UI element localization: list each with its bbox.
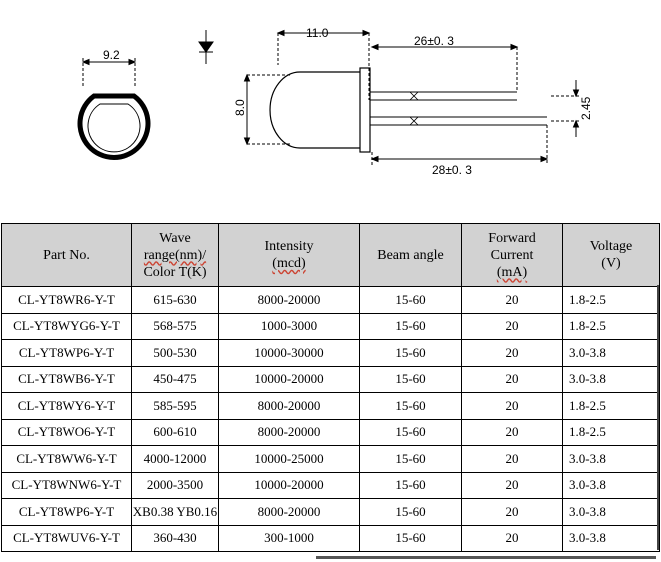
cell-wave: 585-595: [132, 393, 219, 420]
cell-beam-angle: 15-60: [360, 393, 462, 420]
table-row: [2, 472, 660, 499]
cell-part-no: CL-YT8WR6-Y-T: [2, 287, 132, 314]
cell-voltage: 3.0-3.8: [563, 499, 660, 526]
cell-wave: 2000-3500: [132, 472, 219, 499]
header-intensity: Intensity (mcd): [219, 224, 360, 287]
table-row: [2, 287, 660, 314]
cell-part-no: CL-YT8WP6-Y-T: [2, 499, 132, 526]
cell-intensity: 10000-30000: [219, 340, 360, 367]
cell-part-no: CL-YT8WO6-Y-T: [2, 419, 132, 446]
table-header-row: [2, 224, 660, 287]
cell-part-no: CL-YT8WB6-Y-T: [2, 366, 132, 393]
cell-beam-angle: 15-60: [360, 446, 462, 473]
cell-intensity: 8000-20000: [219, 393, 360, 420]
cell-voltage: 3.0-3.8: [563, 446, 660, 473]
cell-beam-angle: 15-60: [360, 499, 462, 526]
cell-forward-current: 20: [462, 313, 563, 340]
table-row: [2, 525, 660, 552]
cell-beam-angle: 15-60: [360, 313, 462, 340]
cell-beam-angle: 15-60: [360, 366, 462, 393]
cell-voltage: 3.0-3.8: [563, 525, 660, 552]
cell-intensity: 8000-20000: [219, 287, 360, 314]
cell-part-no: CL-YT8WNW6-Y-T: [2, 472, 132, 499]
cell-voltage: 1.8-2.5: [563, 287, 660, 314]
cell-beam-angle: 15-60: [360, 419, 462, 446]
header-wave: Wave range(nm)/ Color T(K): [132, 224, 219, 287]
dim-lead-top-label: 26±0. 3: [414, 34, 454, 48]
table-row: [2, 419, 660, 446]
cell-wave: 500-530: [132, 340, 219, 367]
cell-wave: 568-575: [132, 313, 219, 340]
led-dimension-drawing: [0, 0, 661, 224]
table-row: [2, 313, 660, 340]
dim-lead-bottom-label: 28±0. 3: [432, 163, 472, 177]
right-border-shadow: [657, 285, 659, 550]
cell-part-no: CL-YT8WW6-Y-T: [2, 446, 132, 473]
cell-wave: 4000-12000: [132, 446, 219, 473]
cell-part-no: CL-YT8WY6-Y-T: [2, 393, 132, 420]
cell-forward-current: 20: [462, 393, 563, 420]
cell-intensity: 300-1000: [219, 525, 360, 552]
table-row: [2, 446, 660, 473]
cell-intensity: 8000-20000: [219, 499, 360, 526]
dim-diameter-label: 9.2: [103, 48, 120, 62]
led-spec-table: [1, 223, 660, 552]
dimension-diagram: [0, 0, 661, 224]
cell-forward-current: 20: [462, 287, 563, 314]
cell-voltage: 1.8-2.5: [563, 313, 660, 340]
cell-beam-angle: 15-60: [360, 287, 462, 314]
cell-intensity: 10000-25000: [219, 446, 360, 473]
table-row: [2, 393, 660, 420]
cell-intensity: 8000-20000: [219, 419, 360, 446]
dim-body-length-label: 11.0: [306, 26, 329, 40]
cell-forward-current: 20: [462, 366, 563, 393]
cell-forward-current: 20: [462, 340, 563, 367]
cell-intensity: 1000-3000: [219, 313, 360, 340]
cell-part-no: CL-YT8WYG6-Y-T: [2, 313, 132, 340]
cell-voltage: 3.0-3.8: [563, 366, 660, 393]
cell-wave: 360-430: [132, 525, 219, 552]
cell-beam-angle: 15-60: [360, 472, 462, 499]
cell-wave: 615-630: [132, 287, 219, 314]
cell-intensity: 10000-20000: [219, 472, 360, 499]
cell-forward-current: 20: [462, 472, 563, 499]
cell-voltage: 3.0-3.8: [563, 472, 660, 499]
cell-forward-current: 20: [462, 525, 563, 552]
cell-forward-current: 20: [462, 419, 563, 446]
cell-part-no: CL-YT8WP6-Y-T: [2, 340, 132, 367]
cell-voltage: 1.8-2.5: [563, 393, 660, 420]
header-beam-angle: Beam angle: [360, 224, 462, 287]
cell-beam-angle: 15-60: [360, 340, 462, 367]
header-voltage: Voltage (V): [563, 224, 660, 287]
bottom-border-shadow: [316, 556, 656, 559]
dim-height-label: 8.0: [233, 99, 247, 116]
table-row: [2, 340, 660, 367]
cell-forward-current: 20: [462, 446, 563, 473]
cell-voltage: 1.8-2.5: [563, 419, 660, 446]
cell-wave: XB0.38 YB0.16: [132, 499, 219, 526]
cell-forward-current: 20: [462, 499, 563, 526]
cell-intensity: 10000-20000: [219, 366, 360, 393]
cell-beam-angle: 15-60: [360, 525, 462, 552]
header-part-no: Part No.: [2, 224, 132, 287]
dim-lead-spacing-label: 2.45: [579, 96, 593, 120]
table-row: [2, 366, 660, 393]
cell-wave: 600-610: [132, 419, 219, 446]
cell-voltage: 3.0-3.8: [563, 340, 660, 367]
header-forward-current: Forward Current (mA): [462, 224, 563, 287]
cell-part-no: CL-YT8WUV6-Y-T: [2, 525, 132, 552]
table-row: [2, 499, 660, 526]
cell-wave: 450-475: [132, 366, 219, 393]
